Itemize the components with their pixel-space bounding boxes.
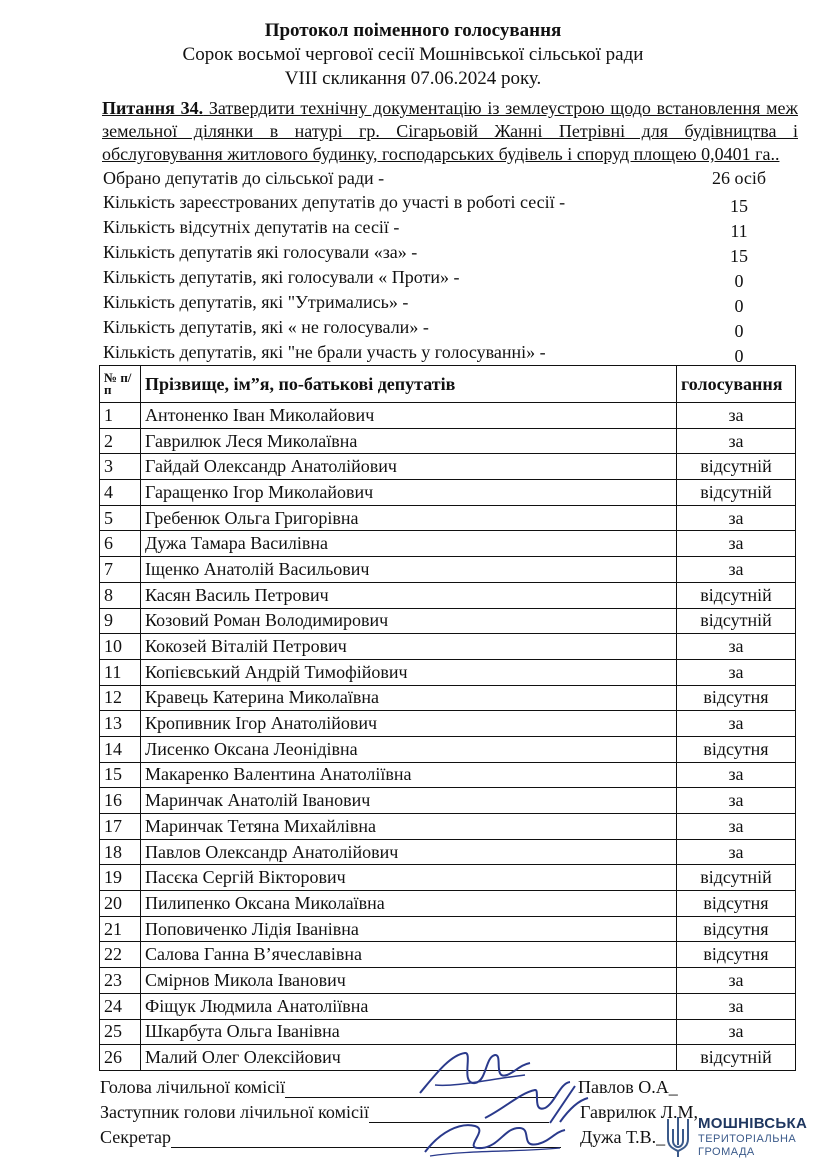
vote-result: за (677, 505, 796, 531)
table-row (100, 942, 796, 968)
table-row (100, 1019, 796, 1045)
table-row (100, 762, 796, 788)
stat-value: 0 (734, 321, 744, 341)
stat-label: Кількість депутатів які голосували «за» - (103, 242, 418, 262)
stat-value: 11 (730, 221, 748, 241)
deputy-name: Дужа Тамара Василівна (141, 531, 677, 557)
row-number: 25 (100, 1019, 141, 1045)
vote-result: відсутній (677, 865, 796, 891)
row-number: 17 (100, 814, 141, 840)
vote-result: за (677, 428, 796, 454)
question-label: Питання 34. (102, 98, 204, 118)
table-row (100, 814, 796, 840)
deputy-name: Поповиченко Лідія Іванівна (141, 916, 677, 942)
table-row (100, 634, 796, 660)
signatory-role: Заступник голови лічильної комісії (100, 1102, 369, 1122)
table-row (100, 993, 796, 1019)
community-watermark (664, 1113, 814, 1163)
vote-result: за (677, 1019, 796, 1045)
deputy-name: Смірнов Микола Іванович (141, 968, 677, 994)
vote-result: відсутня (677, 736, 796, 762)
stat-value: 26 осіб (711, 168, 767, 188)
table-row (100, 403, 796, 429)
signatory-role: Голова лічильної комісії (100, 1077, 286, 1097)
stat-label: Кількість депутатів, які "не брали участь у голосуванні» - (103, 342, 546, 362)
deputy-name: Іщенко Анатолій Васильович (141, 557, 677, 583)
deputy-name: Кокозей Віталій Петрович (141, 634, 677, 660)
stat-value: 0 (734, 271, 744, 291)
row-number: 2 (100, 428, 141, 454)
row-number: 24 (100, 993, 141, 1019)
vote-result: за (677, 557, 796, 583)
vote-result: відсутня (677, 916, 796, 942)
vote-result: за (677, 839, 796, 865)
table-row (100, 505, 796, 531)
deputy-name: Малий Олег Олексійович (141, 1045, 677, 1071)
table-row (100, 891, 796, 917)
row-number: 23 (100, 968, 141, 994)
table-header-row (100, 366, 796, 403)
deputy-name: Гайдай Олександр Анатолійович (141, 454, 677, 480)
deputy-name: Касян Василь Петрович (141, 582, 677, 608)
deputy-name: Пилипенко Оксана Миколаївна (141, 891, 677, 917)
trident-icon (664, 1115, 692, 1159)
row-number: 11 (100, 659, 141, 685)
watermark-line1: МОШНІВСЬКА (698, 1115, 808, 1132)
deputy-name: Лисенко Оксана Леонідівна (141, 736, 677, 762)
stat-label: Кількість депутатів, які "Утримались» - (103, 292, 409, 312)
col-name-header: Прізвище, ім”я, по-батькові депутатів (141, 366, 677, 403)
stat-label: Кількість депутатів, які голосували « Проти» - (103, 267, 460, 287)
vote-result: за (677, 762, 796, 788)
deputy-name: Антоненко Іван Миколайович (141, 403, 677, 429)
table-row (100, 531, 796, 557)
vote-result: за (677, 531, 796, 557)
signatory-name: Павлов О.А_ (578, 1077, 678, 1097)
deputy-name: Гаврилюк Леся Миколаївна (141, 428, 677, 454)
row-number: 21 (100, 916, 141, 942)
row-number: 13 (100, 711, 141, 737)
stat-value: 0 (734, 346, 744, 366)
stat-label: Кількість відсутніх депутатів на сесії - (103, 217, 400, 237)
row-number: 12 (100, 685, 141, 711)
deputy-name: Фіщук Людмила Анатоліївна (141, 993, 677, 1019)
row-number: 1 (100, 403, 141, 429)
row-number: 7 (100, 557, 141, 583)
stat-label: Обрано депутатів до сільської ради - (103, 168, 385, 188)
convocation-line: VIII скликання 07.06.2024 року. (284, 68, 542, 89)
deputy-name: Пасєка Сергій Вікторович (141, 865, 677, 891)
table-row (100, 685, 796, 711)
vote-result: за (677, 993, 796, 1019)
vote-result: за (677, 659, 796, 685)
vote-result: відсутній (677, 1045, 796, 1071)
row-number: 19 (100, 865, 141, 891)
vote-result: відсутній (677, 582, 796, 608)
protocol-title: Протокол поіменного голосування (264, 20, 562, 41)
table-row (100, 582, 796, 608)
vote-result: відсутня (677, 891, 796, 917)
deputy-name: Макаренко Валентина Анатоліївна (141, 762, 677, 788)
vote-result: за (677, 814, 796, 840)
table-row (100, 428, 796, 454)
deputy-name: Шкарбута Ольга Іванівна (141, 1019, 677, 1045)
row-number: 4 (100, 480, 141, 506)
row-number: 8 (100, 582, 141, 608)
row-number: 6 (100, 531, 141, 557)
deputy-name: Кравець Катерина Миколаївна (141, 685, 677, 711)
deputy-name: Салова Ганна В’ячеславівна (141, 942, 677, 968)
table-row (100, 788, 796, 814)
deputy-name: Кропивник Ігор Анатолійович (141, 711, 677, 737)
signature-secretary (420, 1112, 570, 1160)
row-number: 5 (100, 505, 141, 531)
watermark-line2: ТЕРИТОРІАЛЬНА (698, 1133, 797, 1145)
col-vote-header: голосування (677, 366, 796, 403)
signatory-name: Гаврилюк Л.М, (580, 1102, 698, 1122)
vote-result: за (677, 403, 796, 429)
stat-value: 15 (730, 246, 748, 266)
table-row (100, 711, 796, 737)
deputy-name: Маринчак Тетяна Михайлівна (141, 814, 677, 840)
table-row (100, 968, 796, 994)
table-row (100, 608, 796, 634)
deputy-name: Козовий Роман Володимирович (141, 608, 677, 634)
table-row (100, 916, 796, 942)
question-text: Затвердити технічну документацію із землеустрою щодо встановлення меж земельної ділянки в натурі гр. Сігарьовій Жанні Петрівні для будівництва і обслуговування житлового будинку, господарських будівель і споруд площею 0,0401 га.. (102, 98, 798, 164)
question-paragraph (102, 97, 798, 166)
deputy-name: Гребенюк Ольга Григорівна (141, 505, 677, 531)
vote-result: за (677, 968, 796, 994)
row-number: 22 (100, 942, 141, 968)
table-row (100, 659, 796, 685)
deputy-name: Гаращенко Ігор Миколайович (141, 480, 677, 506)
session-line: Сорок восьмої чергової сесії Мошнівської сільської ради (182, 44, 644, 65)
col-number-header: № п/п (100, 366, 141, 403)
row-number: 26 (100, 1045, 141, 1071)
watermark-line3: ГРОМАДА (698, 1146, 755, 1158)
table-row (100, 454, 796, 480)
table-row (100, 865, 796, 891)
stat-value: 0 (734, 296, 744, 316)
row-number: 16 (100, 788, 141, 814)
signatory-role: Секретар (100, 1127, 172, 1147)
vote-result: відсутня (677, 685, 796, 711)
row-number: 18 (100, 839, 141, 865)
stat-value: 15 (730, 196, 748, 216)
row-number: 9 (100, 608, 141, 634)
table-row (100, 557, 796, 583)
row-number: 15 (100, 762, 141, 788)
vote-result: відсутній (677, 454, 796, 480)
vote-result: за (677, 788, 796, 814)
vote-result: відсутня (677, 942, 796, 968)
table-row (100, 839, 796, 865)
row-number: 14 (100, 736, 141, 762)
votes-table (99, 365, 796, 1071)
deputy-name: Павлов Олександр Анатолійович (141, 839, 677, 865)
table-row (100, 736, 796, 762)
row-number: 10 (100, 634, 141, 660)
vote-result: відсутній (677, 608, 796, 634)
row-number: 3 (100, 454, 141, 480)
deputy-name: Маринчак Анатолій Іванович (141, 788, 677, 814)
signatory-name: Дужа Т.В._ (580, 1127, 666, 1147)
stat-label: Кількість депутатів, які « не голосували» - (103, 317, 429, 337)
vote-result: за (677, 634, 796, 660)
vote-result: відсутній (677, 480, 796, 506)
table-row (100, 480, 796, 506)
row-number: 20 (100, 891, 141, 917)
vote-result: за (677, 711, 796, 737)
stat-label: Кількість зареєстрованих депутатів до участі в роботі сесії - (103, 192, 566, 212)
deputy-name: Копієвський Андрій Тимофійович (141, 659, 677, 685)
